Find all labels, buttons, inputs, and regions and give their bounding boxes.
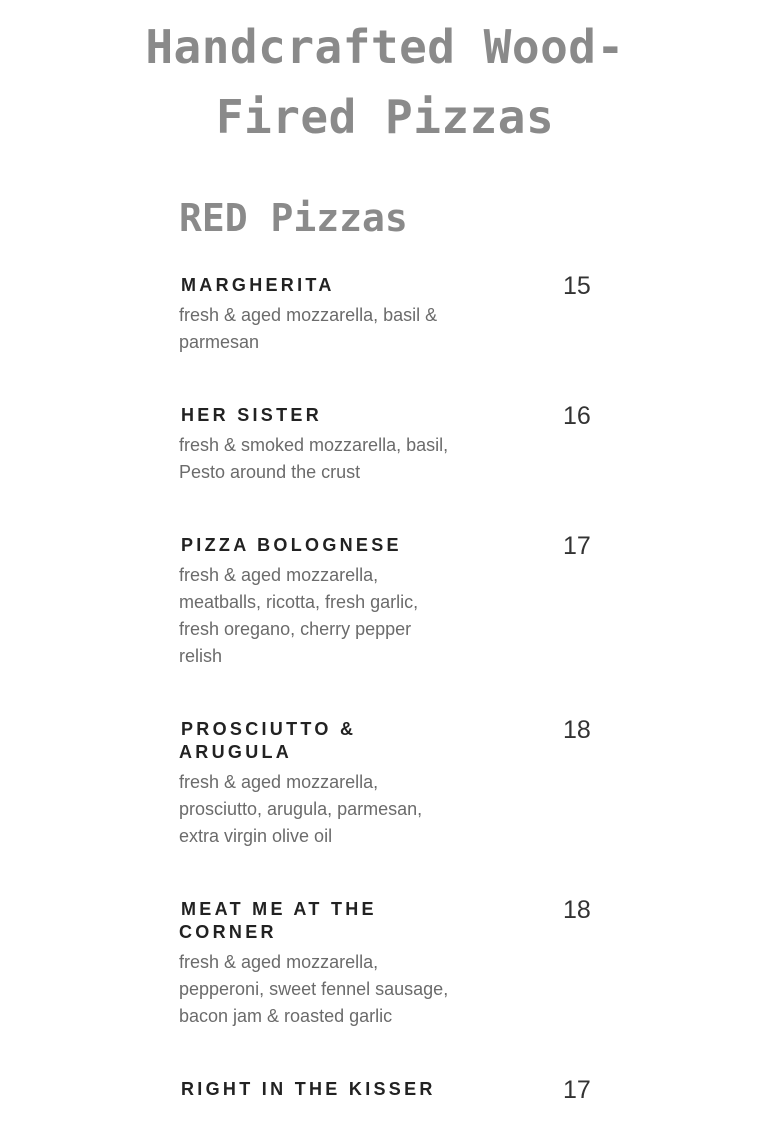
item-name: MARGHERITA [181, 275, 335, 295]
item-price: 18 [563, 716, 591, 744]
menu-item-pizza-bolognese [179, 532, 609, 670]
item-description: fresh & smoked mozzarella, basil, Pesto around the crust [179, 435, 449, 482]
section-title: RED Pizzas [179, 196, 408, 240]
menu-item-right-in-the-kisser [179, 1076, 609, 1104]
item-name: PROSCIUTTO & ARUGULA [179, 719, 357, 762]
item-name: PIZZA BOLOGNESE [181, 535, 402, 555]
item-name: RIGHT IN THE KISSER [181, 1079, 436, 1099]
item-description: fresh & aged mozzarella, meatballs, ricotta, fresh garlic, fresh oregano, cherry pepper relish [179, 565, 419, 666]
item-description: fresh & aged mozzarella, basil & parmesan [179, 305, 438, 352]
menu-item-her-sister [179, 402, 609, 486]
item-description: fresh & aged mozzarella, prosciutto, arugula, parmesan, extra virgin olive oil [179, 772, 423, 846]
menu-item-meat-me-at-the-corner [179, 896, 609, 1030]
item-price: 17 [563, 532, 591, 560]
item-description: fresh & aged mozzarella, pepperoni, sweet fennel sausage, bacon jam & roasted garlic [179, 952, 449, 1026]
item-price: 16 [563, 402, 591, 430]
item-price: 15 [563, 272, 591, 300]
page-title: Handcrafted Wood-Fired Pizzas [145, 20, 625, 144]
menu-item-prosciutto-arugula [179, 716, 609, 850]
menu-list [179, 272, 609, 1147]
menu-item-margherita [179, 272, 609, 356]
item-price: 18 [563, 896, 591, 924]
item-name: MEAT ME AT THE CORNER [179, 899, 377, 942]
item-name: HER SISTER [181, 405, 323, 425]
item-price: 17 [563, 1076, 591, 1104]
